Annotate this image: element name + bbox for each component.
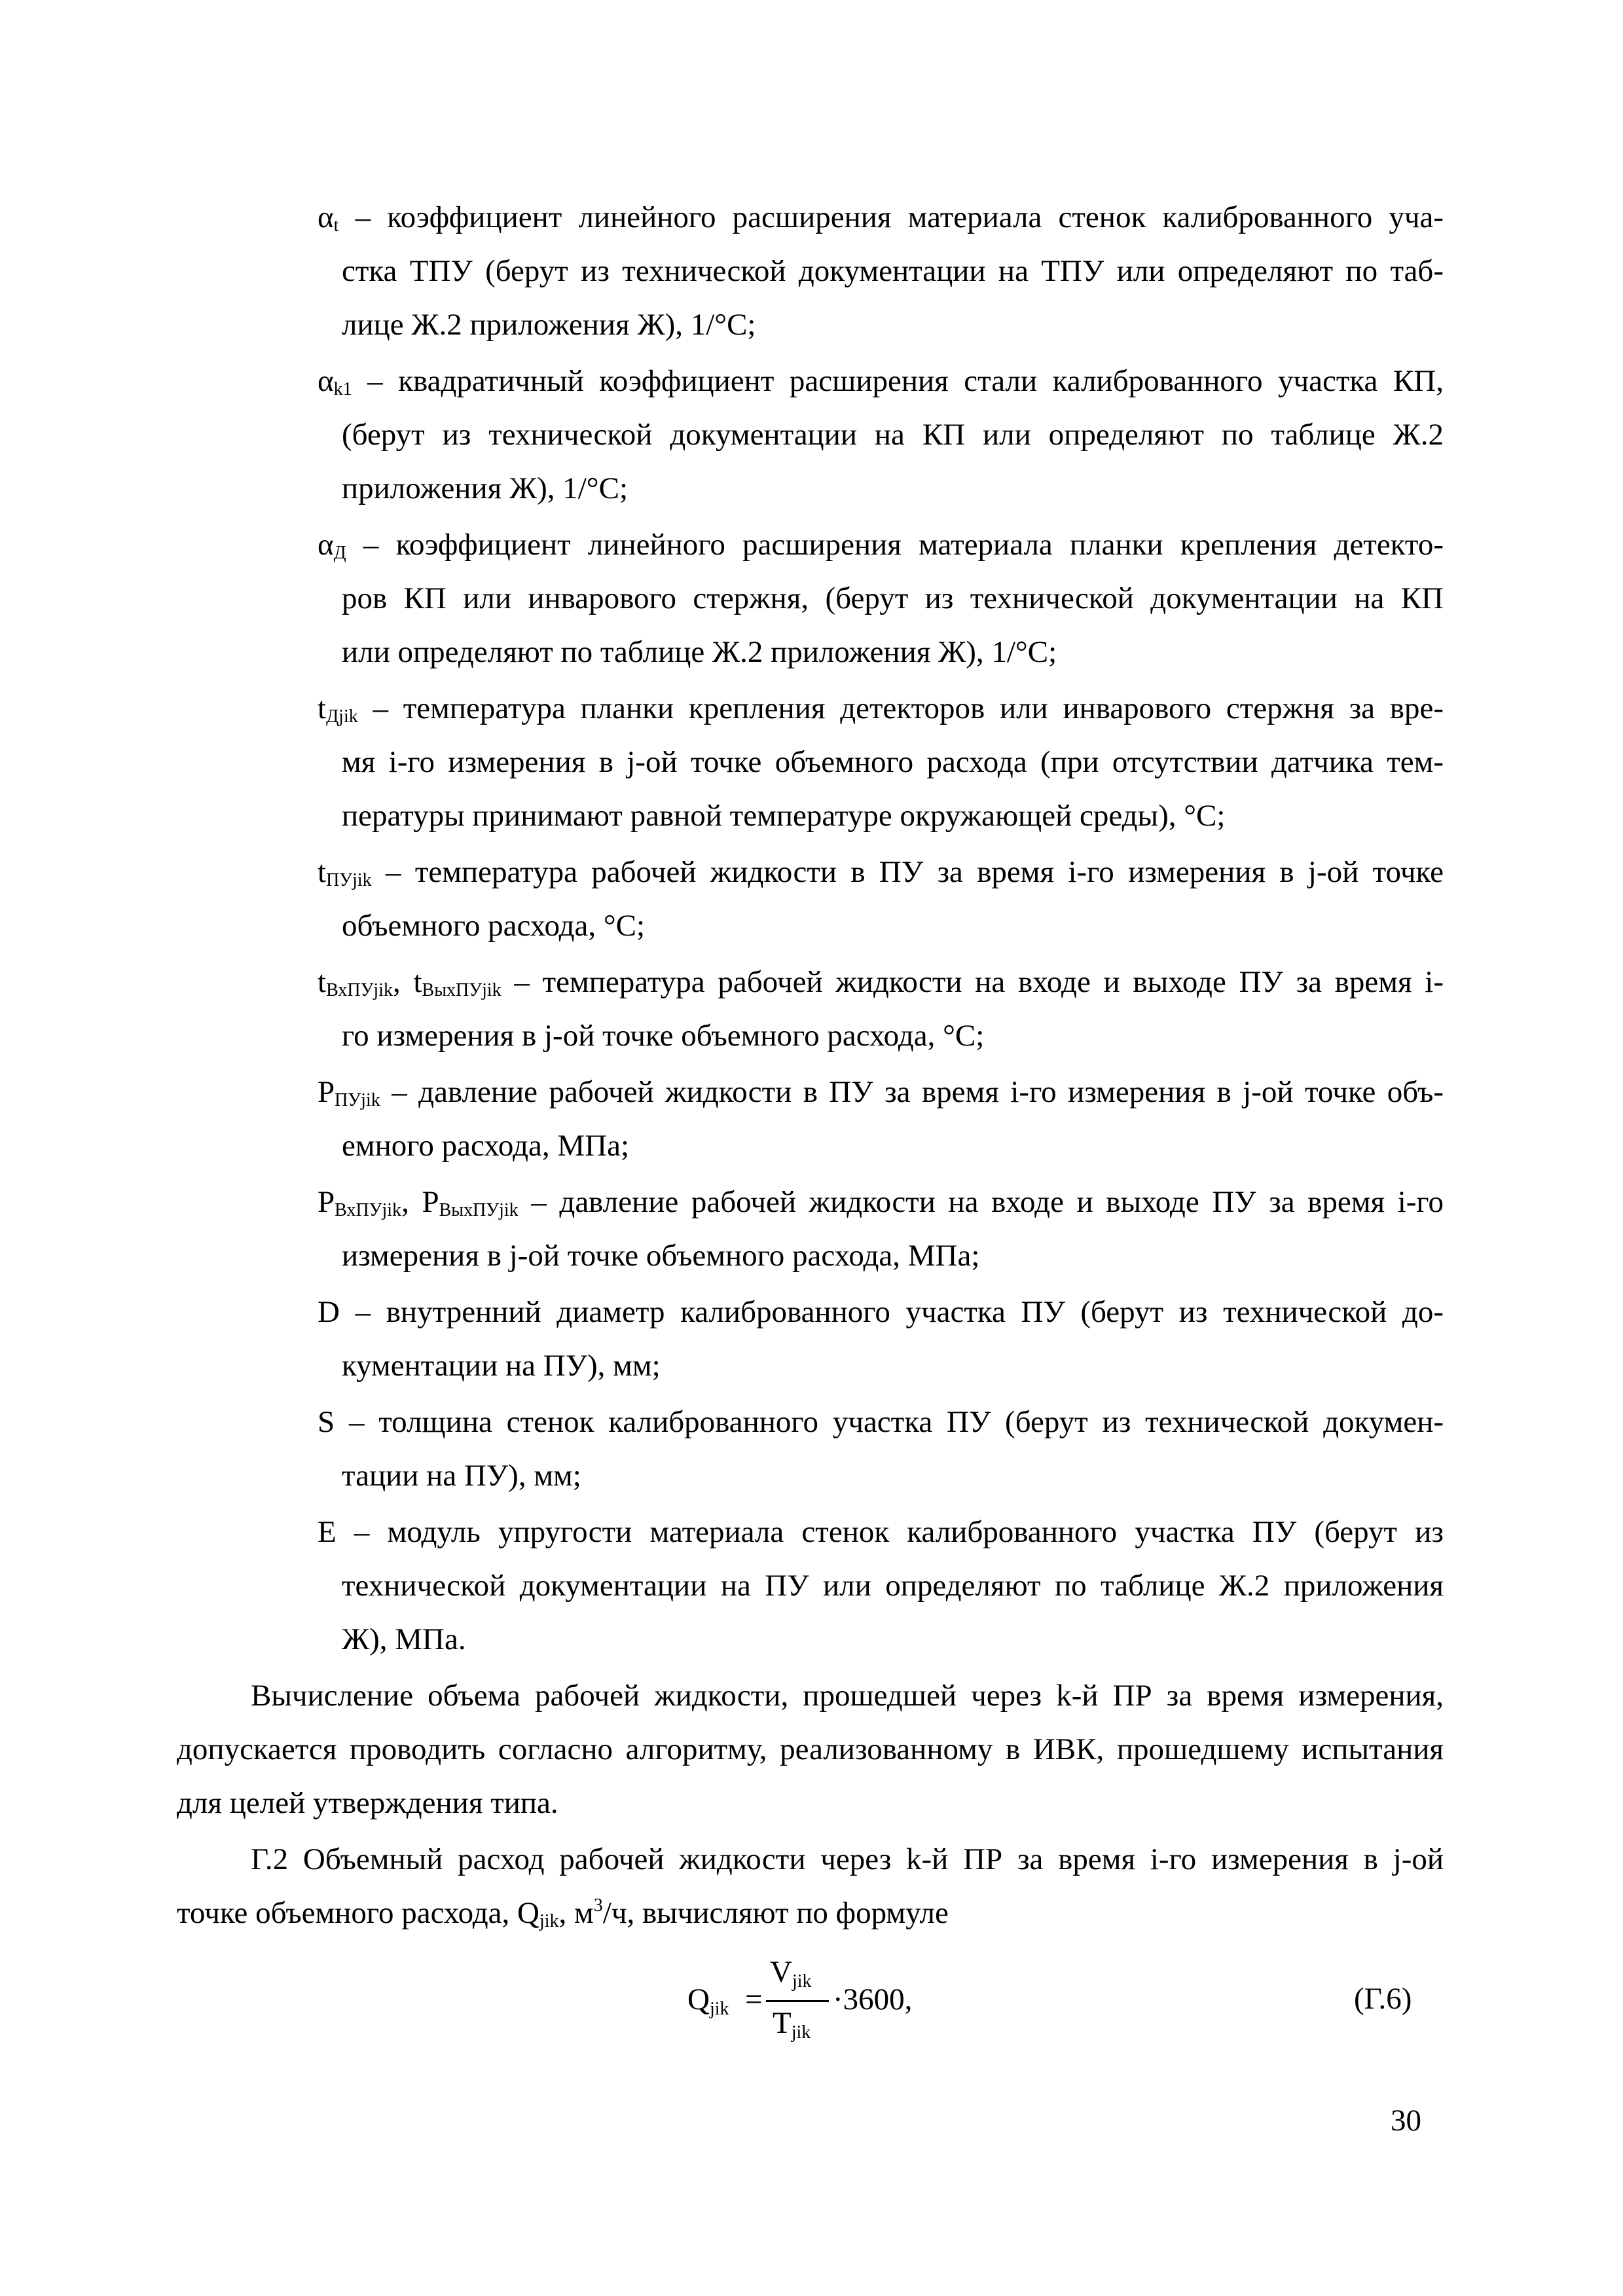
- paragraph-1-line2: допускается проводить согласно алгоритму, реализованному в ИВК, прошедшему испытания: [177, 1732, 1444, 1766]
- def-d-line1: D – внутренний диаметр калиброванного участка ПУ (берут из технической до-: [318, 1295, 1444, 1329]
- def-e-line3: Ж), МПа.: [342, 1622, 466, 1656]
- def-p-in-out-line2: измерения в j-ой точке объемного расхода, МПа;: [342, 1239, 980, 1273]
- def-alpha-k1-line1: $\alpha_{k1}$ – квадратичный коэффициент расширения стали калиброванного участка КП,: [318, 364, 1444, 399]
- def-alpha-t-line3: лице Ж.2 приложения Ж), 1/°С;: [342, 308, 756, 342]
- def-e-line2: технической документации на ПУ или определяют по таблице Ж.2 приложения: [342, 1569, 1444, 1603]
- def-t-in-out-line2: го измерения в j-ой точке объемного расхода, °С;: [342, 1019, 985, 1053]
- def-e-line1: E – модуль упругости материала стенок калиброванного участка ПУ (берут из: [318, 1515, 1444, 1549]
- def-p-pu-line2: емного расхода, МПа;: [342, 1129, 629, 1163]
- formula-g6: [687, 1954, 913, 2052]
- def-p-pu-line1: $P_{ПУjik}$ – давление рабочей жидкости в ПУ за время i-го измерения в j-ой точке объ-: [318, 1075, 1444, 1110]
- def-t-in-out-line1: $t_{ВхПУjik}$, $t_{ВыхПУjik}$ – температура рабочей жидкости на входе и выходе ПУ за время i-: [318, 965, 1444, 1000]
- paragraph-1-line1: Вычисление объема рабочей жидкости, прошедшей через k-й ПР за время измерения,: [251, 1679, 1444, 1713]
- def-p-in-out-line1: $P_{ВхПУjik}$, $P_{ВыхПУjik}$ – давление рабочей жидкости на входе и выходе ПУ за время i-го: [318, 1185, 1444, 1220]
- def-alpha-k1-line2: (берут из технической документации на КП или определяют по таблице Ж.2: [342, 418, 1444, 452]
- def-alpha-t-line1: $\alpha_t$ – коэффициент линейного расширения материала стенок калиброванного уча-: [318, 200, 1444, 236]
- def-alpha-t-line2: стка ТПУ (берут из технической документации на ТПУ или определяют по таб-: [342, 254, 1444, 288]
- formula-denominator: $T_{jik}$: [773, 2006, 811, 2043]
- def-alpha-d-line1: $\alpha_Д$ – коэффициент линейного расширения материала планки крепления детекто-: [318, 528, 1444, 563]
- fraction-bar: [766, 2000, 829, 2002]
- formula-numerator: $V_{jik}$: [770, 1955, 812, 1992]
- def-s-line2: тации на ПУ), мм;: [342, 1459, 581, 1493]
- def-alpha-d-line2: ров КП или инварового стержня, (берут из технической документации на КП: [342, 581, 1444, 615]
- def-t-pu-line2: объемного расхода, °С;: [342, 909, 646, 943]
- def-t-d-line3: пературы принимают равной температуре окружающей среды), °С;: [342, 799, 1226, 833]
- def-t-d-line1: $t_{Дjik}$ – температура планки крепления детекторов или инварового стержня за вре-: [318, 691, 1444, 727]
- paragraph-2-line2: точке объемного расхода, $Q_{jik}$, $м^3/ч$, вычисляют по формуле: [177, 1895, 949, 1931]
- symbol: α: [318, 200, 334, 234]
- def-s-line1: S – толщина стенок калиброванного участка ПУ (берут из технической докумен-: [318, 1405, 1444, 1439]
- paragraph-1-line3: для целей утверждения типа.: [177, 1786, 558, 1820]
- formula-equals: =: [745, 1982, 763, 2016]
- def-t-d-line2: мя i-го измерения в j-ой точке объемного расхода (при отсутствии датчика тем-: [342, 745, 1444, 779]
- page-number: 30: [1391, 2104, 1421, 2138]
- def-alpha-k1-line3: приложения Ж), 1/°С;: [342, 471, 628, 505]
- formula-number: (Г.6): [1354, 1982, 1412, 2016]
- def-d-line2: кументации на ПУ), мм;: [342, 1349, 661, 1383]
- def-alpha-d-line3: или определяют по таблице Ж.2 приложения Ж), 1/°С;: [342, 635, 1057, 669]
- paragraph-2-line1: Г.2 Объемный расход рабочей жидкости через k-й ПР за время i-го измерения в j-ой: [251, 1842, 1444, 1876]
- formula-lhs: $Q_{jik}$: [687, 1982, 729, 2019]
- def-t-pu-line1: $t_{ПУjik}$ – температура рабочей жидкости в ПУ за время i-го измерения в j-ой точке: [318, 855, 1444, 890]
- formula-multiplier: ·3600,: [833, 1982, 913, 2016]
